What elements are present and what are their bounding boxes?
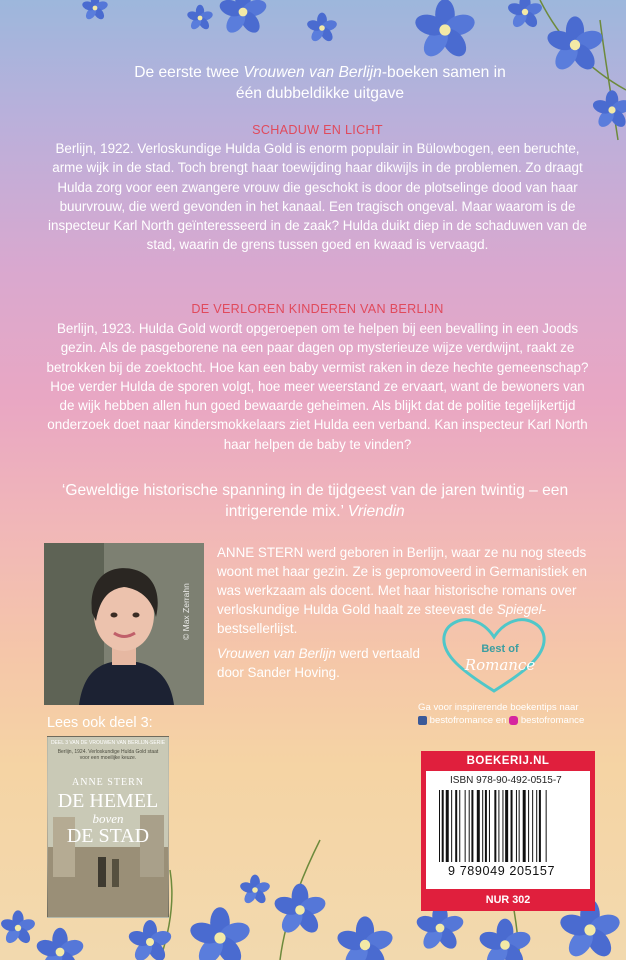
facebook-icon (418, 716, 427, 725)
barcode-number: 9 789049 205157 (448, 864, 556, 878)
bestof-tips: Ga voor inspirerende boekentips naar bestofromance en bestofromance (418, 702, 585, 726)
translator-note: Vrouwen van Berlijn werd vertaald door Sander Hoving. (217, 646, 420, 680)
publisher-label[interactable]: BOEKERIJ.NL (466, 755, 550, 767)
section1-text: Berlijn, 1922. Verloskundige Hulda Gold is enorm populair in Bülowbogen, een beruchte, arme wijk in de stad. Toch brengt haar toewijding haar dikwijls in de problemen. Zo draagt Hulda zorg voor een zwangere vrouw die geschokt is door de plotselinge dood van haar buurvrouw, die werd gevonden in het kanaal. Een tragisch ongeval. Maar waarom is de inspecteur Karl North geïnteresseerd in de zaak? Hulda duikt diep in de schaduwen van de stad, waarin de grens tussen goed en kwaad is vervaagd. (48, 141, 587, 253)
review-quote: ‘Geweldige historische spanning in de tijdgeest van de jaren twintig – een intrigerende mix.’ Vriendin (61, 482, 569, 520)
section1-title: SCHADUW EN LICHT (252, 123, 383, 137)
romance-label: Romance (464, 656, 536, 674)
section2-text: Berlijn, 1923. Hulda Gold wordt opgeroepen om te helpen bij een bevalling in een Joods gezin. Als de pasgeborene na een paar dagen op mysterieuze wijze verdwijnt, raakt ze betrokken bij de zoektocht. Hoe kan een baby vermist raken in deze hechte gemeenschap? Hoe verder Hulda de sporen volgt, hoe meer weerstand ze ervaart, want de bewoners van de wijk hebben allen hun goed bewaarde geheimen. Als blijkt dat de politie tegelijkertijd onderzoek doet naar kindersmokkelaars ziet Hulda een verband. Kan inspecteur Karl North haar helpen de baby te vinden? (46, 321, 589, 452)
instagram-link[interactable]: bestofromance (520, 715, 585, 726)
instagram-icon (509, 716, 518, 725)
cover-title: DE HEMEL boven DE STAD (57, 790, 159, 847)
photo-credit: © Max Zerrahn (181, 583, 191, 640)
intro-text: De eerste twee Vrouwen van Berlijn-boeken samen in één dubbeldikke uitgave (134, 64, 506, 102)
facebook-link[interactable]: bestofromance (429, 715, 494, 726)
cover-blurb: Berlijn, 1924. Verloskundige Hulda Gold staat voor een moeilijke keuze. (57, 749, 159, 761)
author-photo (44, 543, 204, 705)
author-bio: ANNE STERN werd geboren in Berlijn, waar ze nu nog steeds woont met haar gezin. Ze is gepromoveerd in Germanistiek en was werkzaam als docent. Met haar historische romans over verloskundige Hulda Gold haalt ze steevast de Spiegel-bestsellerlijst. (217, 545, 587, 636)
nur-label: NUR 302 (485, 894, 531, 906)
barcode (437, 790, 581, 862)
also-read-label: Lees ook deel 3: (47, 715, 153, 731)
best-of-label: Best of (481, 643, 519, 655)
isbn-text: ISBN 978-90-492-0515-7 (450, 775, 562, 786)
cover-series: DEEL 3 VAN DE VROUWEN VAN BERLIJN-SERIE (50, 740, 166, 746)
section2-title: DE VERLOREN KINDEREN VAN BERLIJN (191, 302, 444, 316)
author-name: ANNE STERN (217, 545, 304, 560)
cover-author: ANNE STERN (72, 777, 144, 788)
book-cover-deel-3[interactable] (47, 736, 169, 918)
